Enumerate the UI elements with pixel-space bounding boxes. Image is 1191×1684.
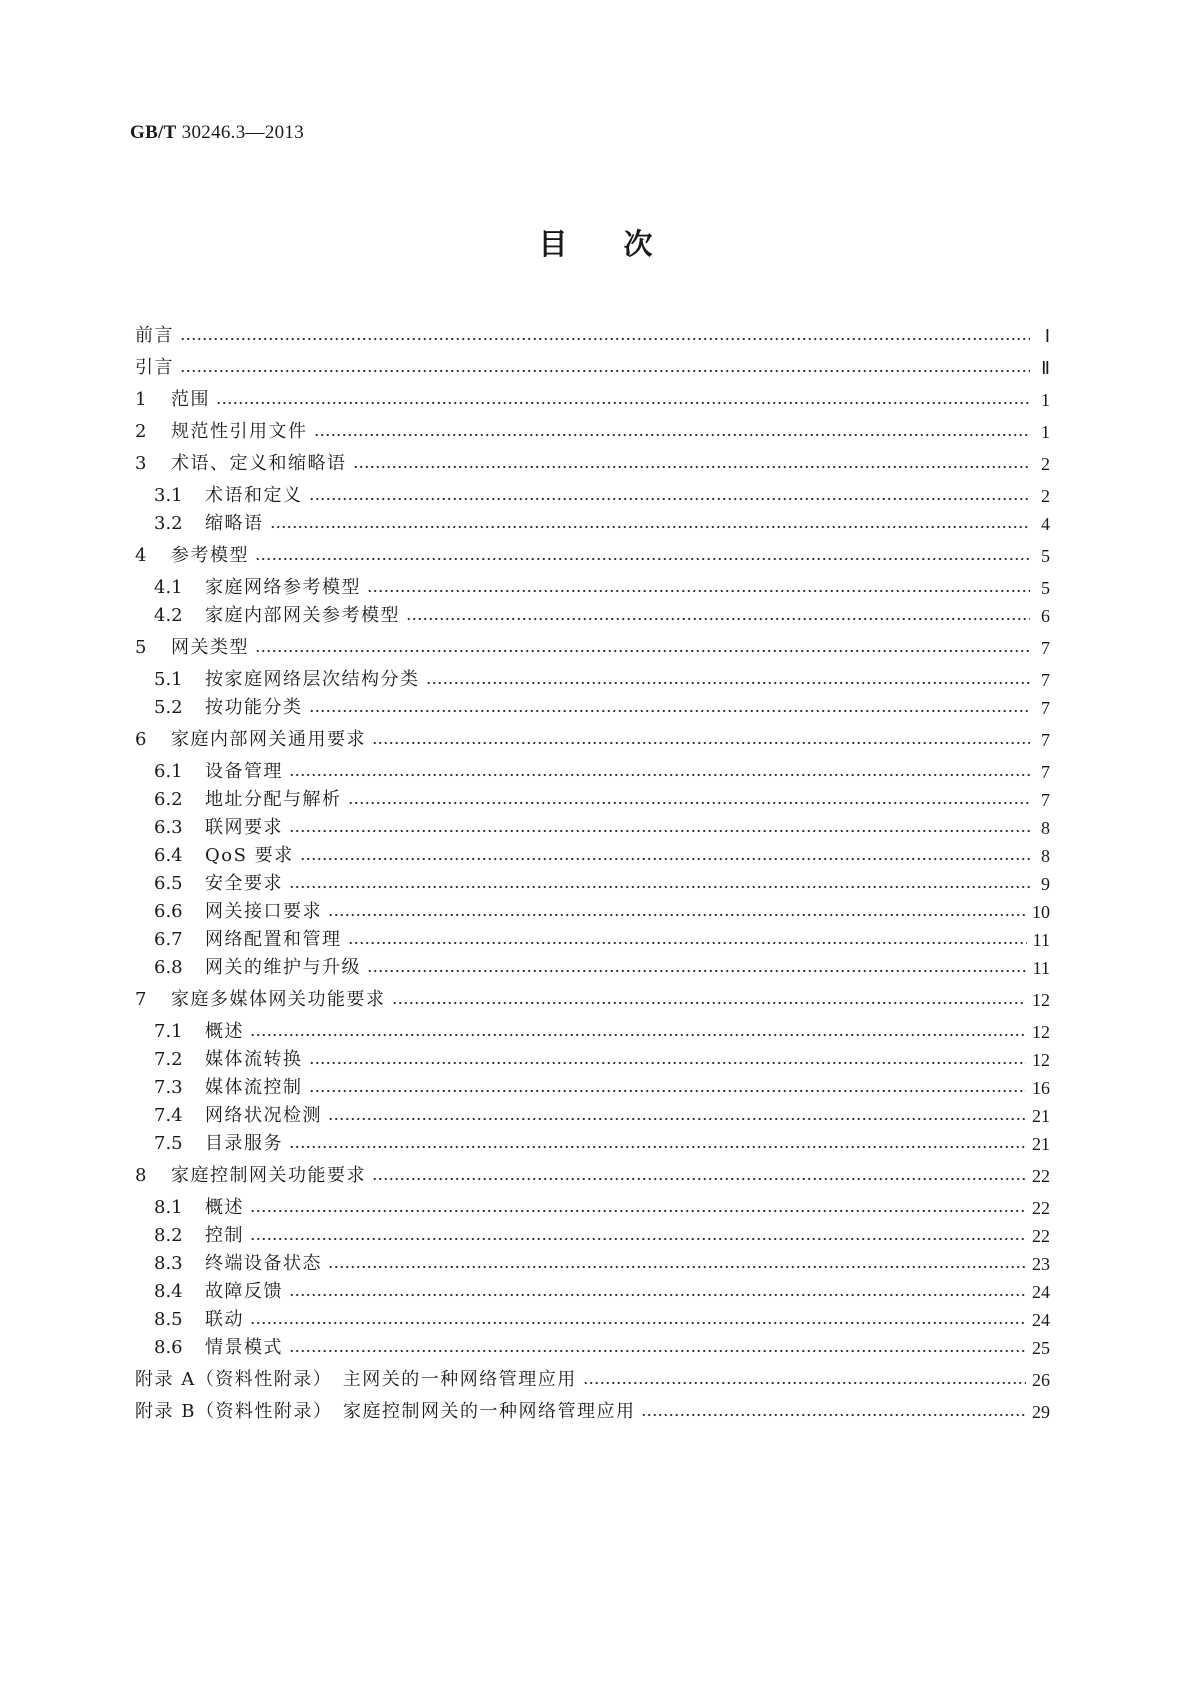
dot-leader bbox=[372, 1163, 1026, 1189]
dot-leader bbox=[314, 419, 1031, 445]
toc-entry-page: 22 bbox=[1032, 1226, 1050, 1246]
toc-entry[interactable] bbox=[154, 759, 1050, 785]
toc-entry-number: 7 bbox=[135, 989, 147, 1010]
toc-entry-page: 16 bbox=[1032, 1078, 1050, 1098]
dot-leader bbox=[328, 899, 1026, 925]
toc-entry-page: Ⅱ bbox=[1041, 358, 1050, 378]
dot-leader bbox=[180, 355, 1030, 381]
dot-leader bbox=[583, 1367, 1026, 1393]
toc-entry[interactable] bbox=[154, 1307, 1050, 1333]
toc-entry-number: 3 bbox=[135, 453, 147, 474]
toc-entry[interactable] bbox=[154, 871, 1050, 897]
toc-entry-label: 网关接口要求 bbox=[205, 901, 322, 922]
toc-entry-label: 网络配置和管理 bbox=[205, 929, 342, 950]
dot-leader bbox=[426, 667, 1031, 693]
toc-entry[interactable] bbox=[154, 1103, 1050, 1129]
dot-leader bbox=[180, 323, 1030, 349]
toc-entry-label: 家庭内部网关通用要求 bbox=[171, 729, 366, 750]
toc-entry-page: 5 bbox=[1041, 546, 1050, 566]
toc-entry-label: 媒体流控制 bbox=[205, 1077, 303, 1098]
toc-entry-label: 设备管理 bbox=[205, 761, 283, 782]
toc-entry-label: 家庭控制网关功能要求 bbox=[171, 1165, 366, 1186]
dot-leader bbox=[250, 1223, 1026, 1249]
toc-entry[interactable] bbox=[154, 927, 1050, 953]
toc-entry-number: 7.1 bbox=[154, 1021, 183, 1042]
toc-entry-label: 情景模式 bbox=[205, 1337, 283, 1358]
dot-leader bbox=[309, 1047, 1027, 1073]
toc-entry-page: 2 bbox=[1041, 454, 1050, 474]
toc-entry-page: 22 bbox=[1032, 1198, 1050, 1218]
toc-entry[interactable] bbox=[135, 987, 1050, 1013]
dot-leader bbox=[353, 451, 1031, 477]
toc-entry-page: 21 bbox=[1032, 1134, 1050, 1154]
toc-entry-page: 9 bbox=[1041, 874, 1050, 894]
toc-entry[interactable] bbox=[154, 1131, 1050, 1157]
dot-leader bbox=[328, 1103, 1026, 1129]
toc-entry-number: 7.2 bbox=[154, 1049, 183, 1070]
dot-leader bbox=[348, 927, 1027, 953]
dot-leader bbox=[250, 1307, 1026, 1333]
toc-entry-label: 故障反馈 bbox=[205, 1281, 283, 1302]
toc-entry[interactable] bbox=[154, 843, 1050, 869]
dot-leader bbox=[392, 987, 1027, 1013]
toc-entry-label: 概述 bbox=[205, 1197, 244, 1218]
toc-entry-label: 规范性引用文件 bbox=[171, 421, 308, 442]
toc-entry[interactable] bbox=[135, 727, 1050, 753]
toc-entry-label: 联网要求 bbox=[205, 817, 283, 838]
dot-leader bbox=[289, 759, 1030, 785]
toc-entry[interactable] bbox=[154, 695, 1050, 721]
toc-entry[interactable] bbox=[135, 419, 1050, 445]
toc-entry-number: 6.4 bbox=[154, 845, 183, 866]
toc-entry-page: 10 bbox=[1032, 902, 1050, 922]
dot-leader bbox=[289, 1335, 1026, 1361]
toc-entry[interactable] bbox=[154, 1075, 1050, 1101]
toc-entry-page: 24 bbox=[1032, 1282, 1050, 1302]
toc-entry[interactable] bbox=[154, 1195, 1050, 1221]
toc-entry-number: 7.4 bbox=[154, 1105, 183, 1126]
toc-entry[interactable] bbox=[135, 1163, 1050, 1189]
toc-entry-page: 26 bbox=[1032, 1370, 1050, 1390]
toc-entry-page: 8 bbox=[1041, 818, 1050, 838]
toc-entry-label: QoS 要求 bbox=[205, 845, 294, 866]
toc-entry-page: 11 bbox=[1032, 930, 1050, 950]
toc-entry-number: 6.1 bbox=[154, 761, 183, 782]
toc-entry[interactable] bbox=[154, 1047, 1050, 1073]
toc-entry-page: 8 bbox=[1041, 846, 1050, 866]
toc-entry[interactable] bbox=[154, 483, 1050, 509]
standard-prefix: GB/T bbox=[130, 122, 177, 143]
toc-entry-number: 5 bbox=[135, 637, 147, 658]
toc-entry-page: 23 bbox=[1032, 1254, 1050, 1274]
toc-entry-number: 8.5 bbox=[154, 1309, 183, 1330]
toc-entry-number: 6.3 bbox=[154, 817, 183, 838]
dot-leader bbox=[406, 603, 1030, 629]
toc-entry-page: 5 bbox=[1041, 578, 1050, 598]
dot-leader bbox=[328, 1251, 1026, 1277]
toc-entry-number: 6.6 bbox=[154, 901, 183, 922]
toc-entry-number: 8.3 bbox=[154, 1253, 183, 1274]
toc-entry-number: 6.5 bbox=[154, 873, 183, 894]
dot-leader bbox=[255, 543, 1030, 569]
toc-entry-label: 术语和定义 bbox=[205, 485, 303, 506]
toc-entry-label: 网关类型 bbox=[171, 637, 249, 658]
toc-entry-number: 4.1 bbox=[154, 577, 183, 598]
toc-entry-page: 21 bbox=[1032, 1106, 1050, 1126]
toc-entry-number: 6 bbox=[135, 729, 147, 750]
dot-leader bbox=[289, 871, 1030, 897]
title-char: 次 bbox=[623, 227, 653, 261]
toc-entry-page: 12 bbox=[1032, 1050, 1050, 1070]
toc-entry-label: 术语、定义和缩略语 bbox=[171, 453, 347, 474]
toc-entry-page: 22 bbox=[1032, 1166, 1050, 1186]
dot-leader bbox=[250, 1019, 1026, 1045]
toc-entry-page: 7 bbox=[1041, 730, 1050, 750]
toc-entry-number: 6.2 bbox=[154, 789, 183, 810]
toc-entry-label: 家庭内部网关参考模型 bbox=[205, 605, 400, 626]
toc-entry[interactable] bbox=[135, 1399, 1050, 1425]
toc-entry-page: 7 bbox=[1041, 670, 1050, 690]
dot-leader bbox=[309, 695, 1031, 721]
dot-leader bbox=[641, 1399, 1026, 1425]
toc-entry-page: 1 bbox=[1041, 390, 1050, 410]
toc-entry-label: 缩略语 bbox=[205, 513, 264, 534]
standard-code: 30246.3—2013 bbox=[181, 122, 305, 143]
toc-entry-label: 网络状况检测 bbox=[205, 1105, 322, 1126]
toc-entry-number: 7.3 bbox=[154, 1077, 183, 1098]
toc-entry-number: 1 bbox=[135, 389, 147, 410]
toc-entry-label: 家庭多媒体网关功能要求 bbox=[171, 989, 386, 1010]
toc-entry[interactable] bbox=[154, 667, 1050, 693]
toc-entry-number: 8.2 bbox=[154, 1225, 183, 1246]
toc-entry-number: 7.5 bbox=[154, 1133, 183, 1154]
toc-entry-label: 按功能分类 bbox=[205, 697, 303, 718]
toc-entry-page: 7 bbox=[1041, 790, 1050, 810]
toc-entry-number: 8.1 bbox=[154, 1197, 183, 1218]
toc-entry-page: 24 bbox=[1032, 1310, 1050, 1330]
dot-leader bbox=[300, 843, 1030, 869]
toc-entry[interactable] bbox=[135, 323, 1050, 349]
toc-entry-number: 8.4 bbox=[154, 1281, 183, 1302]
dot-leader bbox=[270, 511, 1031, 537]
toc-entry-label: 前言 bbox=[135, 325, 174, 346]
toc-entry-label: 引言 bbox=[135, 357, 174, 378]
toc-entry[interactable] bbox=[135, 1367, 1050, 1393]
toc-entry-label: 终端设备状态 bbox=[205, 1253, 322, 1274]
dot-leader bbox=[372, 727, 1030, 753]
toc-entry[interactable] bbox=[154, 603, 1050, 629]
toc-entry-label: 附录 B（资料性附录） 家庭控制网关的一种网络管理应用 bbox=[135, 1401, 636, 1422]
toc-entry[interactable] bbox=[154, 511, 1050, 537]
dot-leader bbox=[367, 955, 1027, 981]
toc-entry-page: 7 bbox=[1041, 762, 1050, 782]
toc-entry-number: 6.8 bbox=[154, 957, 183, 978]
toc-entry-label: 概述 bbox=[205, 1021, 244, 1042]
toc-entry-number: 3.1 bbox=[154, 485, 183, 506]
toc-entry-page: 7 bbox=[1041, 638, 1050, 658]
toc-entry-number: 3.2 bbox=[154, 513, 183, 534]
toc-entry[interactable] bbox=[154, 1223, 1050, 1249]
toc-entry-number: 5.2 bbox=[154, 697, 183, 718]
standard-number bbox=[130, 122, 304, 144]
dot-leader bbox=[367, 575, 1030, 601]
toc-entry-page: 25 bbox=[1032, 1338, 1050, 1358]
toc-entry[interactable] bbox=[154, 815, 1050, 841]
toc-entry-label: 附录 A（资料性附录） 主网关的一种网络管理应用 bbox=[135, 1369, 577, 1390]
toc-entry-page: 12 bbox=[1032, 990, 1050, 1010]
toc-entry[interactable] bbox=[154, 575, 1050, 601]
toc-entry-page: 2 bbox=[1041, 486, 1050, 506]
dot-leader bbox=[289, 1279, 1026, 1305]
toc-entry-number: 2 bbox=[135, 421, 147, 442]
toc-entry-label: 按家庭网络层次结构分类 bbox=[205, 669, 420, 690]
toc-entry-label: 家庭网络参考模型 bbox=[205, 577, 361, 598]
toc-entry-page: 7 bbox=[1041, 698, 1050, 718]
toc-entry[interactable] bbox=[154, 955, 1050, 981]
toc-entry-page: 4 bbox=[1041, 514, 1050, 534]
toc-entry-number: 8 bbox=[135, 1165, 147, 1186]
toc-entry-number: 8.6 bbox=[154, 1337, 183, 1358]
dot-leader bbox=[289, 1131, 1026, 1157]
page-title bbox=[0, 222, 1191, 263]
toc-entry[interactable] bbox=[135, 451, 1050, 477]
toc-entry-number: 4 bbox=[135, 545, 147, 566]
toc-entry-label: 联动 bbox=[205, 1309, 244, 1330]
toc-entry[interactable] bbox=[135, 355, 1050, 381]
toc-entry-number: 5.1 bbox=[154, 669, 183, 690]
toc-entry[interactable] bbox=[154, 1335, 1050, 1361]
dot-leader bbox=[255, 635, 1030, 661]
toc-entry-label: 媒体流转换 bbox=[205, 1049, 303, 1070]
toc-entry-page: 29 bbox=[1032, 1402, 1050, 1422]
toc-entry[interactable] bbox=[135, 543, 1050, 569]
toc-entry-label: 目录服务 bbox=[205, 1133, 283, 1154]
toc-entry[interactable] bbox=[135, 635, 1050, 661]
toc-entry-page: Ⅰ bbox=[1044, 326, 1050, 346]
toc-entry-label: 参考模型 bbox=[171, 545, 249, 566]
toc-entry-number: 6.7 bbox=[154, 929, 183, 950]
toc-entry-page: 11 bbox=[1032, 958, 1050, 978]
toc-entry[interactable] bbox=[154, 1279, 1050, 1305]
toc-entry-page: 1 bbox=[1041, 422, 1050, 442]
toc-entry-label: 地址分配与解析 bbox=[205, 789, 342, 810]
toc-entry[interactable] bbox=[135, 387, 1050, 413]
title-char: 目 bbox=[538, 227, 568, 261]
toc-entry-number: 4.2 bbox=[154, 605, 183, 626]
dot-leader bbox=[309, 1075, 1027, 1101]
toc-entry[interactable] bbox=[154, 1251, 1050, 1277]
toc-entry[interactable] bbox=[154, 1019, 1050, 1045]
toc-entry-label: 控制 bbox=[205, 1225, 244, 1246]
toc-entry-page: 12 bbox=[1032, 1022, 1050, 1042]
dot-leader bbox=[348, 787, 1031, 813]
dot-leader bbox=[250, 1195, 1026, 1221]
toc-entry[interactable] bbox=[154, 787, 1050, 813]
toc-entry-label: 范围 bbox=[171, 389, 210, 410]
toc-entry-label: 安全要求 bbox=[205, 873, 283, 894]
toc-entry-page: 6 bbox=[1041, 606, 1050, 626]
toc-entry-label: 网关的维护与升级 bbox=[205, 957, 361, 978]
dot-leader bbox=[216, 387, 1030, 413]
dot-leader bbox=[309, 483, 1031, 509]
dot-leader bbox=[289, 815, 1030, 841]
toc-entry[interactable] bbox=[154, 899, 1050, 925]
